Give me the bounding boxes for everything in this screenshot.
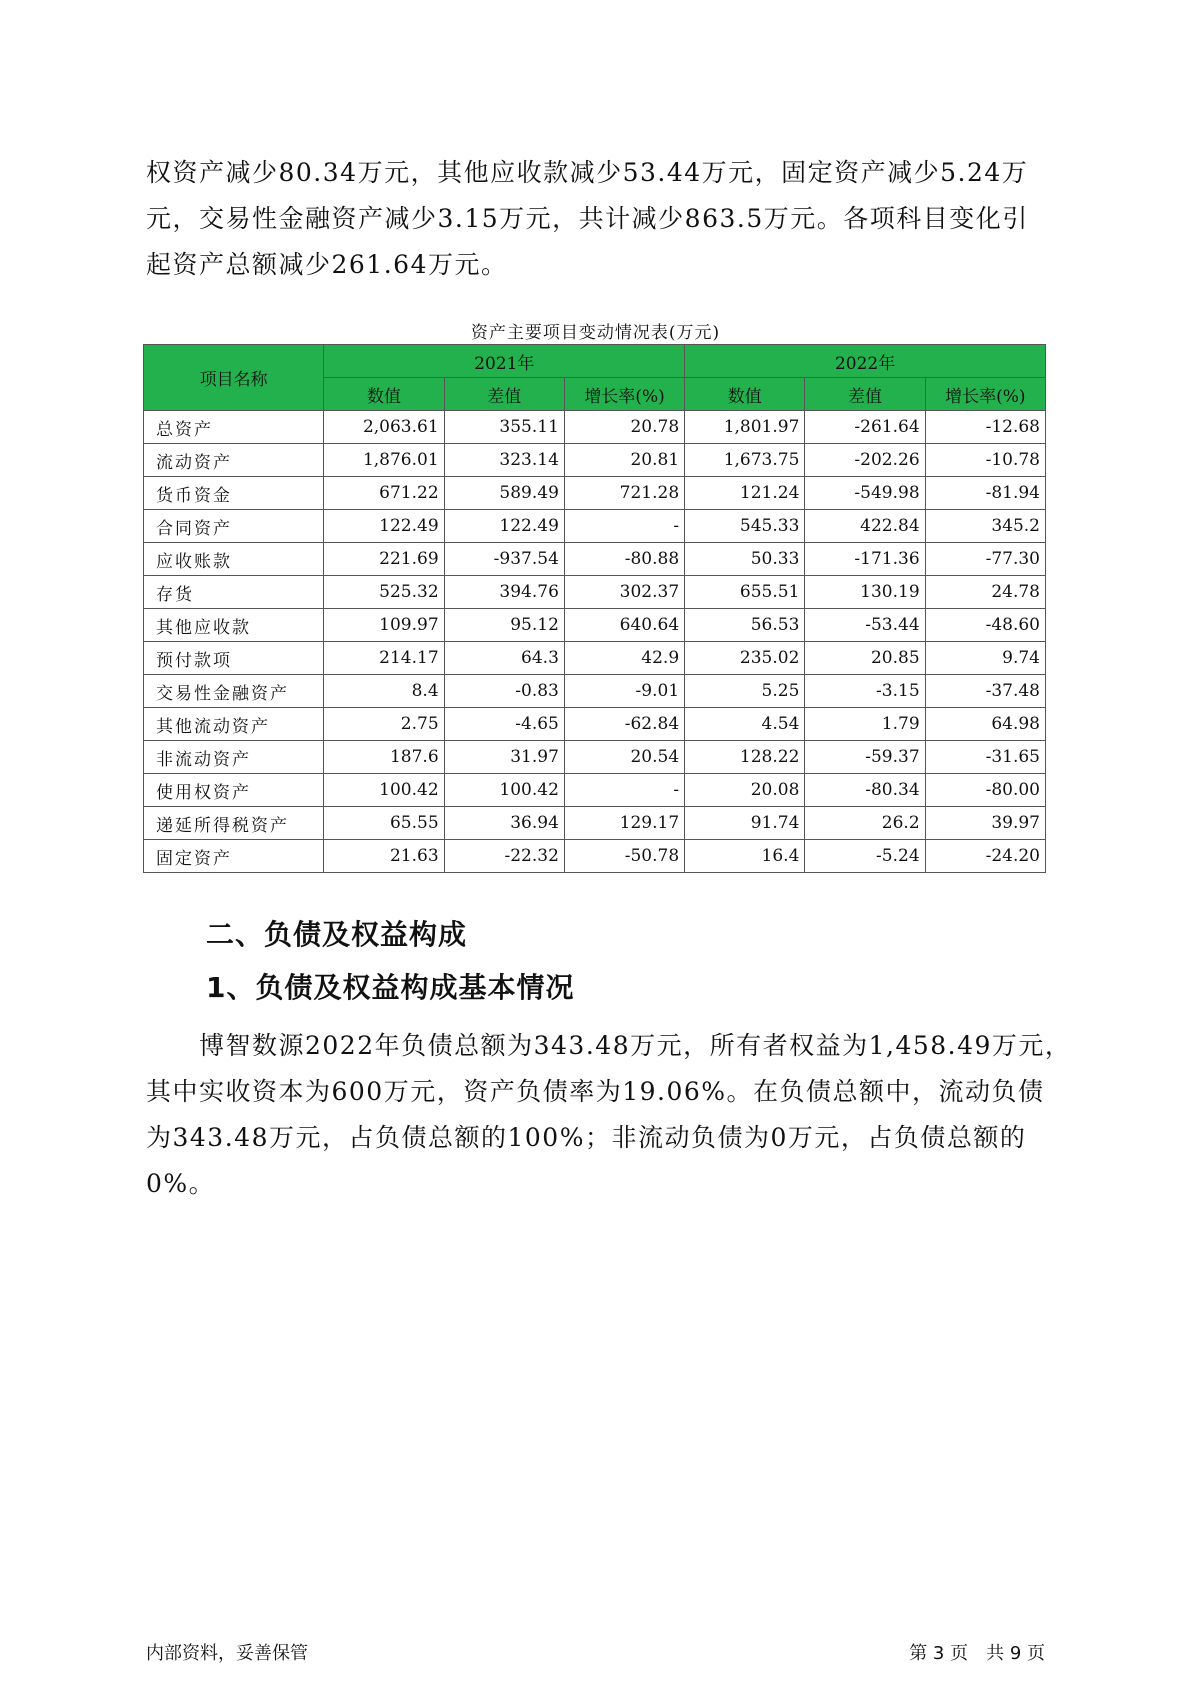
- table-cell: -937.54: [444, 543, 564, 576]
- row-item-name: 使用权资产: [144, 774, 324, 807]
- table-cell: 655.51: [685, 576, 805, 609]
- table-cell: 100.42: [324, 774, 444, 807]
- table-row: [144, 411, 1046, 444]
- table-cell: -31.65: [925, 741, 1045, 774]
- paragraph-line: 起资产总额减少261.64万元。: [146, 250, 508, 279]
- table-row: [144, 642, 1046, 675]
- table-row: [144, 576, 1046, 609]
- table-cell: 24.78: [925, 576, 1045, 609]
- table-cell: 9.74: [925, 642, 1045, 675]
- table-body: [144, 411, 1046, 873]
- table-cell: 1,801.97: [685, 411, 805, 444]
- table-cell: 4.54: [685, 708, 805, 741]
- paragraph-line: 0%。: [146, 1169, 216, 1198]
- table-cell: -5.24: [805, 840, 925, 873]
- table-cell: 129.17: [564, 807, 684, 840]
- paragraph-line: 为343.48万元，占负债总额的100%；非流动负债为0万元，占负债总额的: [146, 1123, 1027, 1152]
- table-cell: 50.33: [685, 543, 805, 576]
- footer-page-number: 第 3 页 共 9 页: [909, 1643, 1045, 1664]
- table-cell: 109.97: [324, 609, 444, 642]
- table-cell: 2.75: [324, 708, 444, 741]
- table-cell: 214.17: [324, 642, 444, 675]
- table-cell: 122.49: [444, 510, 564, 543]
- table-cell: -81.94: [925, 477, 1045, 510]
- table-cell: -4.65: [444, 708, 564, 741]
- table-cell: 121.24: [685, 477, 805, 510]
- table-cell: 525.32: [324, 576, 444, 609]
- table-cell: 345.2: [925, 510, 1045, 543]
- table-cell: 128.22: [685, 741, 805, 774]
- table-cell: 20.54: [564, 741, 684, 774]
- row-item-name: 其他应收款: [144, 609, 324, 642]
- table-cell: -549.98: [805, 477, 925, 510]
- table-cell: 20.81: [564, 444, 684, 477]
- table-cell: 302.37: [564, 576, 684, 609]
- row-item-name: 固定资产: [144, 840, 324, 873]
- table-cell: 5.25: [685, 675, 805, 708]
- table-cell: -12.68: [925, 411, 1045, 444]
- table-cell: -3.15: [805, 675, 925, 708]
- table-row: [144, 708, 1046, 741]
- table-cell: 640.64: [564, 609, 684, 642]
- row-item-name: 货币资金: [144, 477, 324, 510]
- table-cell: -171.36: [805, 543, 925, 576]
- table-cell: 130.19: [805, 576, 925, 609]
- growth-rate-header: 增长率(%): [564, 378, 684, 411]
- paragraph-line: 其中实收资本为600万元，资产负债率为19.06%。在负债总额中，流动负债: [146, 1077, 1045, 1106]
- table-cell: -: [564, 774, 684, 807]
- table-row: [144, 477, 1046, 510]
- table-row: [144, 741, 1046, 774]
- difference-header: 差值: [444, 378, 564, 411]
- table-cell: 16.4: [685, 840, 805, 873]
- row-item-name: 非流动资产: [144, 741, 324, 774]
- table-cell: 91.74: [685, 807, 805, 840]
- row-item-name: 合同资产: [144, 510, 324, 543]
- table-cell: 26.2: [805, 807, 925, 840]
- table-cell: -48.60: [925, 609, 1045, 642]
- row-item-name: 存货: [144, 576, 324, 609]
- table-cell: -62.84: [564, 708, 684, 741]
- table-caption: 资产主要项目变动情况表(万元): [470, 323, 721, 343]
- row-item-name: 其他流动资产: [144, 708, 324, 741]
- footer-confidential-note: 内部资料，妥善保管: [146, 1643, 308, 1664]
- table-cell: 64.3: [444, 642, 564, 675]
- subsection-heading: 1、负债及权益构成基本情况: [206, 971, 575, 1004]
- paragraph-line: 元，交易性金融资产减少3.15万元，共计减少863.5万元。各项科目变化引: [146, 204, 1029, 233]
- table-cell: -261.64: [805, 411, 925, 444]
- table-cell: 42.9: [564, 642, 684, 675]
- year-header-2022: 2022年: [685, 345, 1046, 378]
- table-cell: 1,876.01: [324, 444, 444, 477]
- table-cell: 422.84: [805, 510, 925, 543]
- table-row: [144, 840, 1046, 873]
- value-header: 数值: [685, 378, 805, 411]
- table-cell: 31.97: [444, 741, 564, 774]
- table-cell: 20.78: [564, 411, 684, 444]
- table-cell: 20.85: [805, 642, 925, 675]
- table-cell: 589.49: [444, 477, 564, 510]
- table-row: [144, 444, 1046, 477]
- table-cell: -80.34: [805, 774, 925, 807]
- table-cell: 56.53: [685, 609, 805, 642]
- table-cell: 36.94: [444, 807, 564, 840]
- row-item-name: 预付款项: [144, 642, 324, 675]
- body-paragraph-liabilities: [146, 1023, 1072, 1207]
- table-cell: 394.76: [444, 576, 564, 609]
- table-cell: -24.20: [925, 840, 1045, 873]
- table-cell: 95.12: [444, 609, 564, 642]
- paragraph-line: 博智数源2022年负债总额为343.48万元，所有者权益为1,458.49万元，: [146, 1031, 1072, 1060]
- table-cell: -22.32: [444, 840, 564, 873]
- row-item-name: 应收账款: [144, 543, 324, 576]
- difference-header: 差值: [805, 378, 925, 411]
- table-cell: 2,063.61: [324, 411, 444, 444]
- table-cell: -10.78: [925, 444, 1045, 477]
- table-cell: -53.44: [805, 609, 925, 642]
- value-header: 数值: [324, 378, 444, 411]
- table-cell: 21.63: [324, 840, 444, 873]
- row-item-name: 流动资产: [144, 444, 324, 477]
- table-cell: 122.49: [324, 510, 444, 543]
- table-cell: 235.02: [685, 642, 805, 675]
- table-cell: 355.11: [444, 411, 564, 444]
- year-header-2021: 2021年: [324, 345, 685, 378]
- table-row: [144, 510, 1046, 543]
- table-cell: 545.33: [685, 510, 805, 543]
- section-heading: 二、负债及权益构成: [206, 918, 468, 951]
- table-cell: 187.6: [324, 741, 444, 774]
- growth-rate-header: 增长率(%): [925, 378, 1045, 411]
- table-cell: -50.78: [564, 840, 684, 873]
- row-item-name: 总资产: [144, 411, 324, 444]
- table-row: [144, 774, 1046, 807]
- row-item-name: 交易性金融资产: [144, 675, 324, 708]
- table-cell: -37.48: [925, 675, 1045, 708]
- body-paragraph-assets: [146, 150, 1046, 288]
- table-cell: -59.37: [805, 741, 925, 774]
- table-cell: 1,673.75: [685, 444, 805, 477]
- table-cell: 39.97: [925, 807, 1045, 840]
- paragraph-line: 权资产减少80.34万元，其他应收款减少53.44万元，固定资产减少5.24万: [146, 158, 1029, 187]
- table-row: [144, 807, 1046, 840]
- table-cell: 671.22: [324, 477, 444, 510]
- table-cell: 8.4: [324, 675, 444, 708]
- table-cell: -77.30: [925, 543, 1045, 576]
- row-item-name: 递延所得税资产: [144, 807, 324, 840]
- table-row: [144, 675, 1046, 708]
- table-cell: 221.69: [324, 543, 444, 576]
- table-cell: -80.88: [564, 543, 684, 576]
- table-row: [144, 543, 1046, 576]
- table-cell: 65.55: [324, 807, 444, 840]
- table-cell: 721.28: [564, 477, 684, 510]
- table-cell: -80.00: [925, 774, 1045, 807]
- table-cell: 64.98: [925, 708, 1045, 741]
- asset-change-table: [143, 344, 1046, 873]
- table-cell: 100.42: [444, 774, 564, 807]
- table-cell: -0.83: [444, 675, 564, 708]
- table-row: [144, 609, 1046, 642]
- table-cell: -9.01: [564, 675, 684, 708]
- table-cell: 1.79: [805, 708, 925, 741]
- table-cell: 20.08: [685, 774, 805, 807]
- table-cell: -202.26: [805, 444, 925, 477]
- table-cell: -: [564, 510, 684, 543]
- table-cell: 323.14: [444, 444, 564, 477]
- item-name-header: 项目名称: [144, 345, 324, 411]
